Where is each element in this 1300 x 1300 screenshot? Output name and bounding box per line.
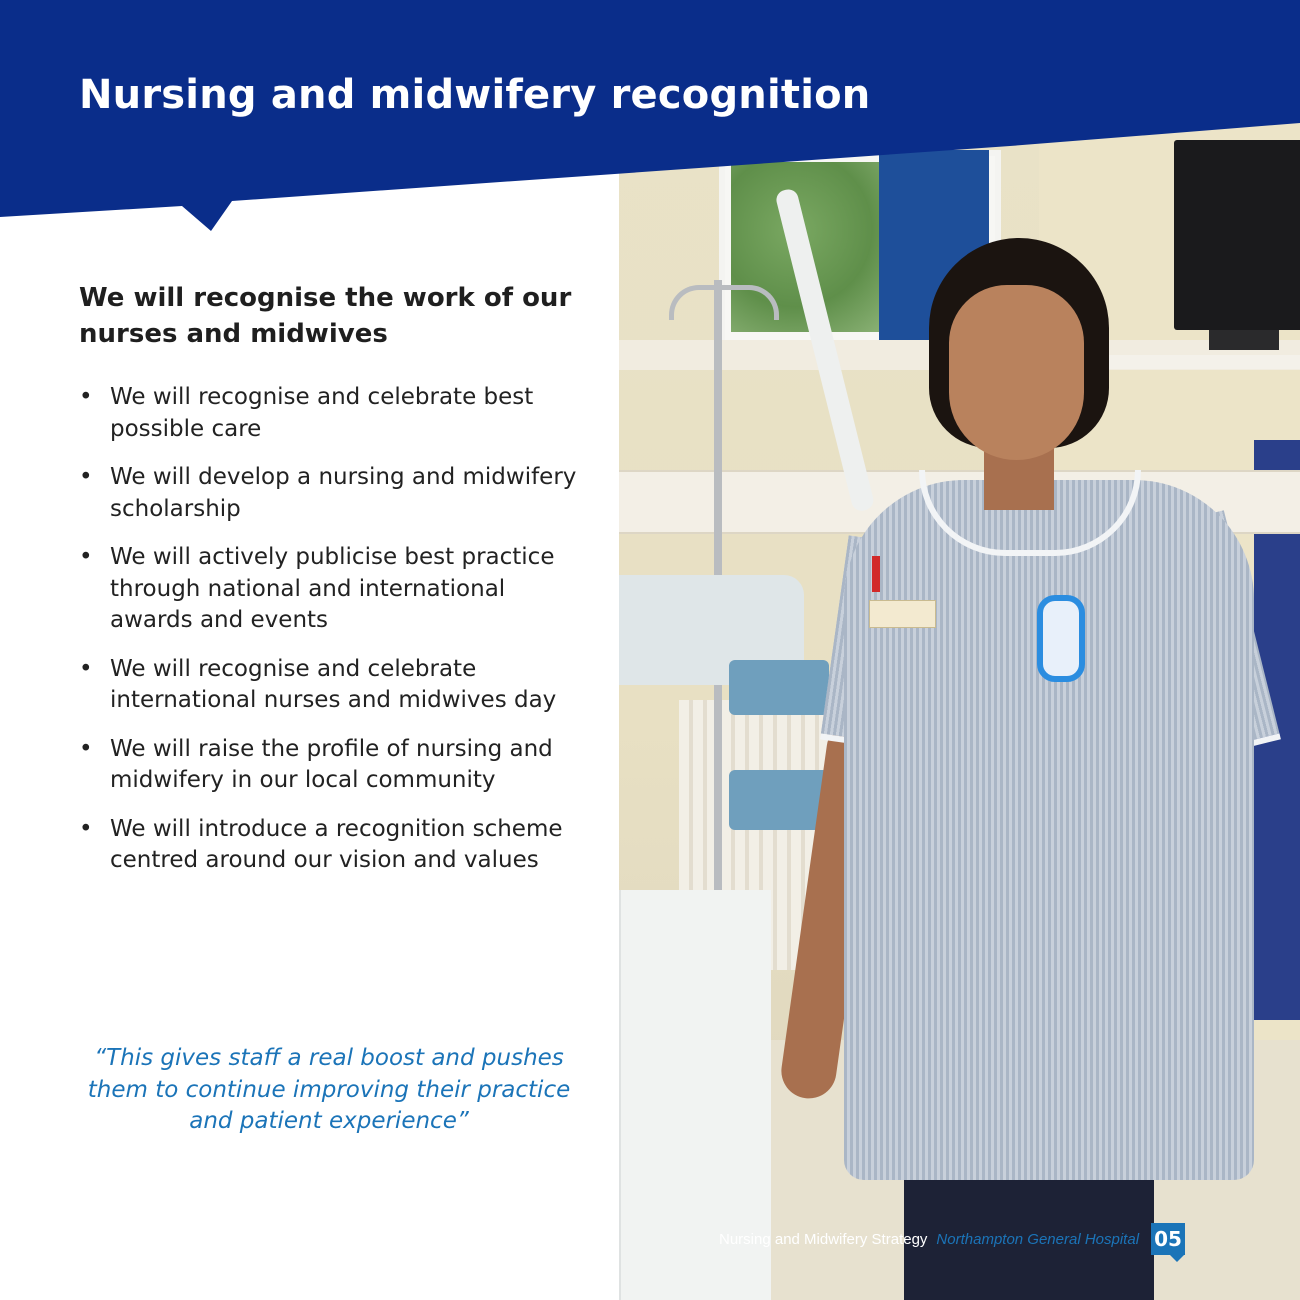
list-item-text: We will actively publicise best practice through national and international awards and events [110,544,555,633]
bullet-icon: • [79,655,93,682]
list-item [79,814,589,877]
list-item [79,654,589,717]
drip-stand-hooks [669,285,779,320]
list-item-text: We will recognise and celebrate international nurses and midwives day [110,655,557,713]
list-item-text: We will develop a nursing and midwifery scholarship [110,464,577,522]
list-item [79,382,589,445]
list-item-text: We will raise the profile of nursing and midwifery in our local community [110,735,553,793]
bullet-list [79,382,589,877]
header-band [0,0,1300,240]
medical-device [729,770,829,830]
bullet-icon: • [79,544,93,570]
medical-device [729,660,829,715]
page-footer [719,1222,1185,1256]
list-item [79,462,589,525]
fob-watch-icon [1037,595,1085,682]
list-item-text: We will introduce a recognition scheme centred around our vision and values [110,815,563,873]
monitor-stand [1209,330,1279,350]
nurse-uniform [844,480,1254,1180]
footer-document-title: Nursing and Midwifery Strategy [719,1230,928,1248]
list-item [79,734,589,797]
bullet-icon: • [79,815,93,842]
pull-quote: “This gives staff a real boost and pushes them to continue improving their practice and patient experience” [87,1045,571,1134]
main-content [79,280,589,894]
pen [872,556,880,592]
shelf [1109,355,1300,369]
page-number: 05 [1151,1223,1185,1255]
footer-organisation: Northampton General Hospital [936,1230,1140,1248]
name-badge [869,600,936,628]
bullet-icon: • [79,384,93,410]
section-heading: We will recognise the work of our nurses and midwives [79,283,572,349]
page-title: Nursing and midwifery recognition [79,72,871,118]
list-item [79,542,589,637]
nurse-face [949,285,1084,460]
bullet-icon: • [79,735,93,762]
bullet-icon: • [79,464,93,490]
list-item-text: We will recognise and celebrate best possible care [110,384,534,442]
